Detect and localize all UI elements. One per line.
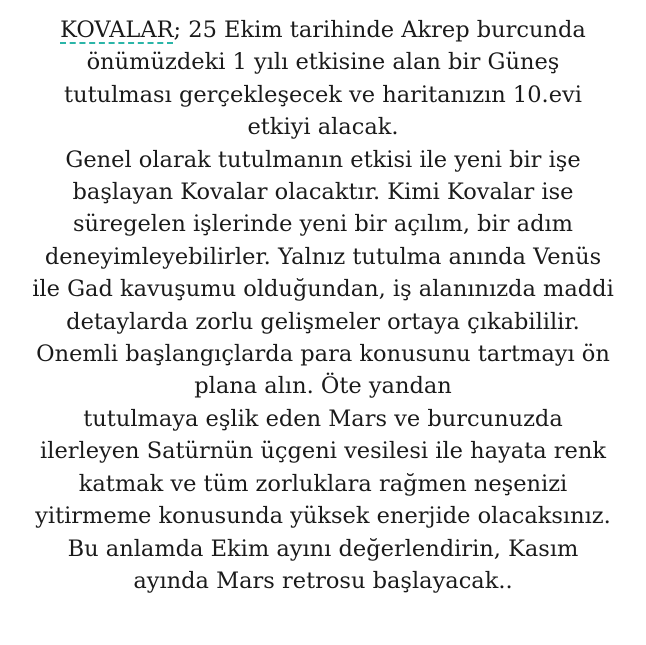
- text-line: süregelen işlerinde yeni bir açılım, bir adım: [72, 211, 574, 238]
- text-line: detaylarda zorlu gelişmeler ortaya çıkabililir.: [66, 308, 580, 335]
- text-line: başlayan Kovalar olacaktır. Kimi Kovalar ise: [72, 179, 574, 206]
- keyword-kovalar[interactable]: KOVALAR: [60, 17, 174, 43]
- text-line: Onemli başlangıçlarda para konusunu tartmayı ön: [36, 341, 610, 368]
- horoscope-text: [0, 14, 646, 597]
- text-line: etkiyi alacak.: [247, 114, 399, 141]
- text-line: ile Gad kavuşumu olduğundan, iş alanınızda maddi: [32, 276, 614, 303]
- text-line: Bu anlamda Ekim ayını değerlendirin, Kasım: [67, 535, 579, 562]
- text-line: yitirmeme konusunda yüksek enerjide olacaksınız.: [35, 503, 611, 530]
- text-line: önümüzdeki 1 yılı etkisine alan bir Güneş: [86, 49, 560, 76]
- text-line: katmak ve tüm zorluklara rağmen neşenizi: [78, 470, 568, 497]
- text-line: tutulmaya eşlik eden Mars ve burcunuzda: [83, 405, 563, 432]
- text-line: deneyimleyebilirler. Yalnız tutulma anında Venüs: [44, 243, 602, 270]
- text-line: ayında Mars retrosu başlayacak..: [133, 567, 513, 594]
- text-line: ilerleyen Satürnün üçgeni vesilesi ile hayata renk: [40, 438, 606, 465]
- first-line-rest: ; 25 Ekim tarihinde Akrep burcunda: [173, 17, 586, 43]
- text-line: plana alın. Öte yandan: [194, 373, 452, 400]
- text-line: Genel olarak tutulmanın etkisi ile yeni bir işe: [65, 146, 581, 173]
- text-line: tutulması gerçekleşecek ve haritanızın 10.evi: [64, 81, 582, 108]
- text-line-1: [0, 14, 646, 46]
